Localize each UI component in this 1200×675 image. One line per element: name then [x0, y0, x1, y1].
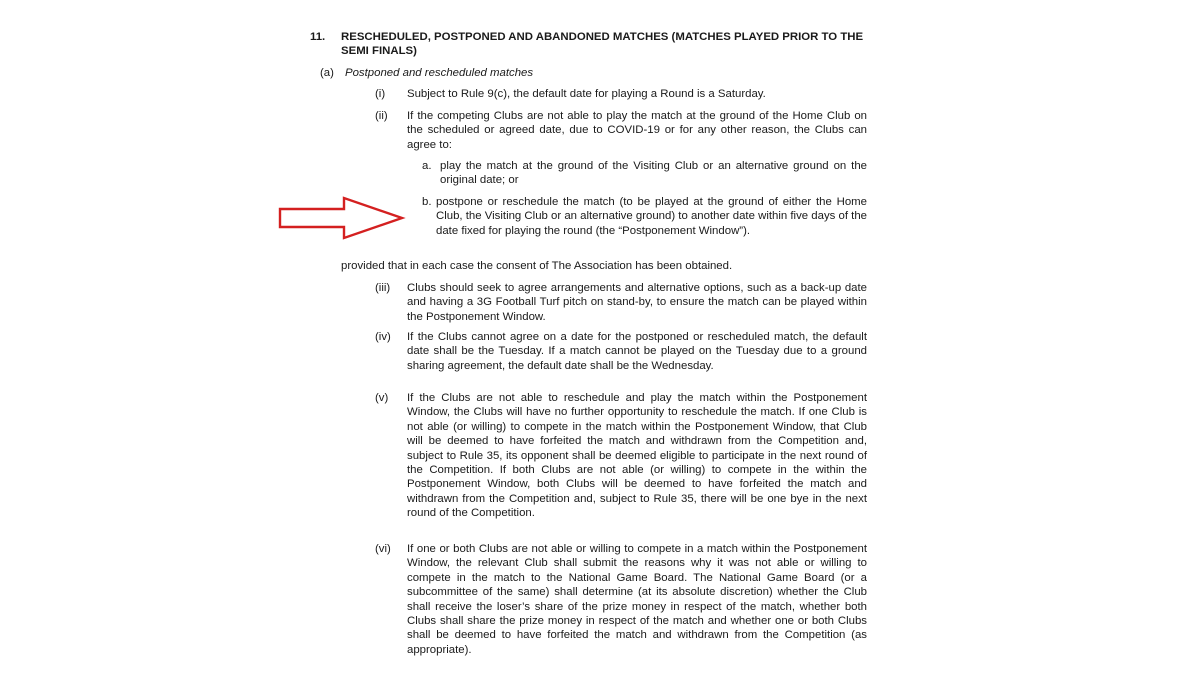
item-text-ii: If the competing Clubs are not able to play the match at the ground of the Home Club on the scheduled or agreed date, due to COVID-19 or for any other reason, the Clubs can agree to: — [407, 110, 867, 151]
proviso-text: provided that in each case the consent of The Association has been obtained. — [341, 260, 733, 272]
sub-item-label-a: a. — [422, 160, 432, 172]
item-label-i: (i) — [375, 88, 386, 100]
item-label-ii: (ii) — [375, 110, 388, 122]
item-label-iii: (iii) — [375, 282, 391, 294]
item-text-iii: Clubs should seek to agree arrangements and alternative options, such as a back-up date and having a 3G Football Turf pitch on stand-by, to ensure the match can be played within the Postponement Window. — [407, 282, 867, 323]
sub-item-text-b: postpone or reschedule the match (to be played at the ground of either the Home Club, the Visiting Club or an alternative ground) to another date within five days of the date fixed for playing the round (the “Postponement Window”). — [436, 196, 867, 237]
item-text-i: Subject to Rule 9(c), the default date for playing a Round is a Saturday. — [407, 88, 766, 100]
subsection-label: (a) — [320, 67, 334, 79]
red-arrow-icon — [278, 196, 406, 240]
item-text-v: If the Clubs are not able to reschedule and play the match within the Postponement Window, the Clubs will have no further opportunity to reschedule the match. If one Club is not able (or willing) to compete in the match within the Postponement Window, that Club will be deemed to have forfeited the match and withdrawn from the Competition and, subject to Rule 35, its opponent shall be deemed eligible to participate in the next round of the Competition. If both Clubs are not able (or willing) to compete in the within the Postponement Window, both Clubs will be deemed to have forfeited the match and withdrawn from the Competition and, subject to Rule 35, there will be one bye in the next round of the Competition. — [407, 392, 867, 520]
sub-item-text-a: play the match at the ground of the Visiting Club or an alternative ground on the original date; or — [440, 160, 867, 187]
section-title: RESCHEDULED, POSTPONED AND ABANDONED MATCHES (MATCHES PLAYED PRIOR TO THE SEMI FINALS) — [341, 31, 864, 58]
item-text-vi: If one or both Clubs are not able or willing to compete in a match within the Postponement Window, the relevant Club shall submit the reasons why it was not able or willing to compete in the match to the National Game Board. The National Game Board (or a subcommittee of the same) shall determine (at its absolute discretion) whether the Club shall receive the loser’s share of the prize money in respect of the match, whether both Clubs shall share the prize money in respect of the match and whether one or both Clubs shall be deemed to have forfeited the match and withdrawn from the Competition (as appropriate). — [407, 543, 867, 656]
item-label-v: (v) — [375, 392, 389, 404]
sub-item-label-b: b. — [422, 196, 432, 208]
item-label-iv: (iv) — [375, 331, 391, 343]
subsection-title: Postponed and rescheduled matches — [345, 67, 534, 79]
item-label-vi: (vi) — [375, 543, 391, 555]
section-number: 11. — [310, 31, 326, 43]
item-text-iv: If the Clubs cannot agree on a date for the postponed or rescheduled match, the default date shall be the Tuesday. If a match cannot be played on the Tuesday due to a ground sharing agreement, the default date shall be the Wednesday. — [407, 331, 867, 372]
